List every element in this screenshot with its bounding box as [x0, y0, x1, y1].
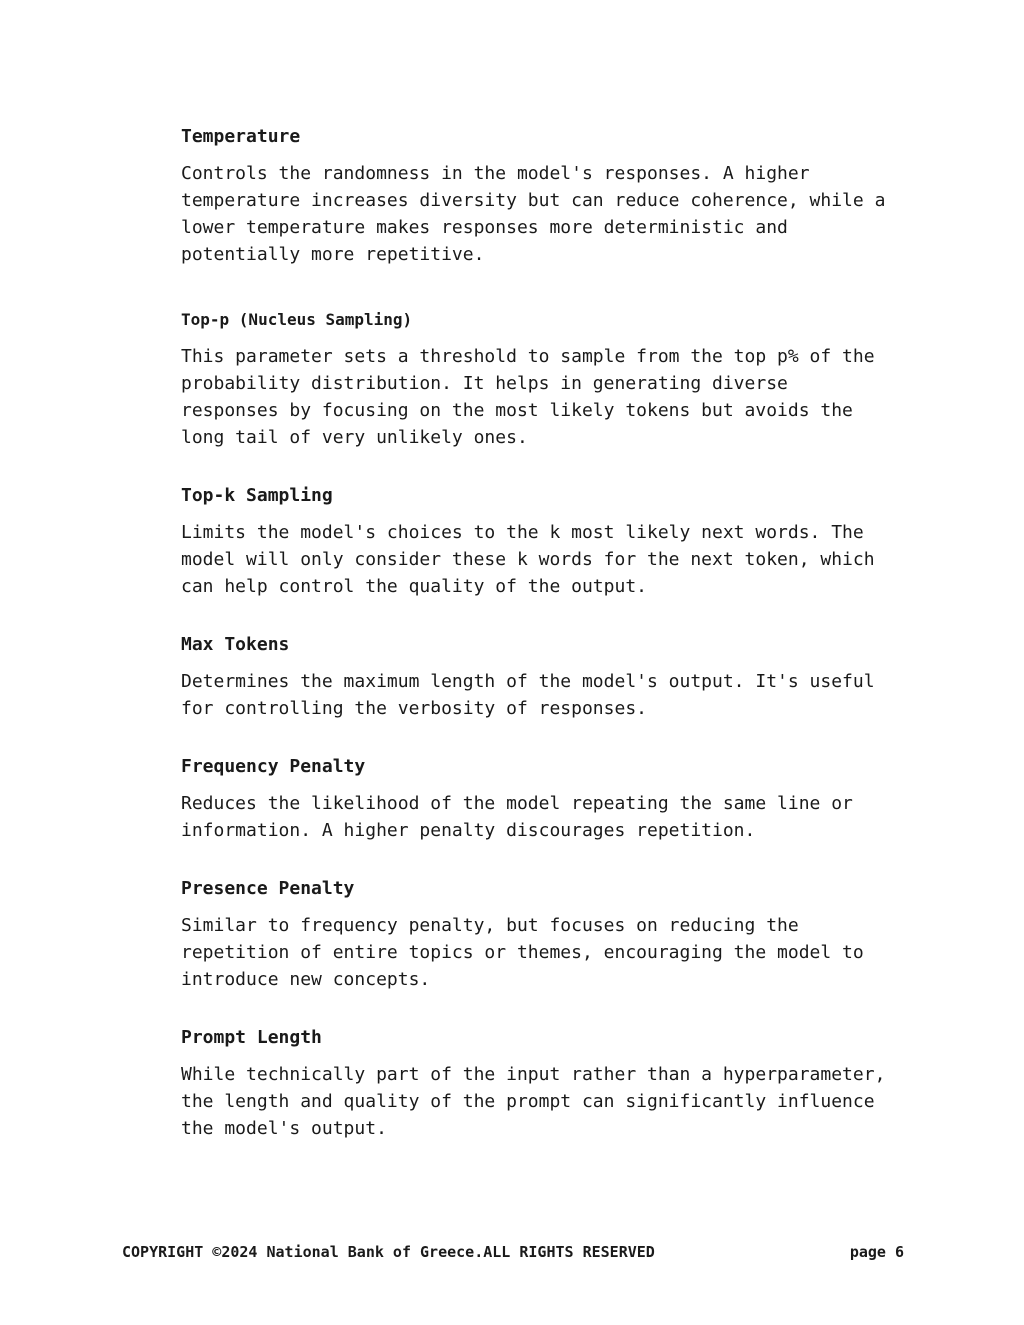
section-heading: Presence Penalty: [181, 878, 355, 899]
page-footer: [122, 1242, 904, 1262]
section-body: Reduces the likelihood of the model repeating the same line or information. A higher penalty discourages repetition.: [181, 793, 853, 841]
section-body: Similar to frequency penalty, but focuses on reducing the repetition of entire topics or themes, encouraging the model to introduce new concepts.: [181, 915, 864, 990]
section-presence-penalty: [181, 877, 911, 993]
section-body: Determines the maximum length of the model's output. It's useful for controlling the verbosity of responses.: [181, 671, 875, 719]
section-top-k: [181, 484, 911, 600]
copyright-notice: COPYRIGHT ©2024 National Bank of Greece.ALL RIGHTS RESERVED: [122, 1243, 655, 1261]
section-temperature: [181, 125, 911, 268]
section-heading: Top-k Sampling: [181, 485, 333, 506]
section-body: Controls the randomness in the model's responses. A higher temperature increases diversity but can reduce coherence, while a lower temperature makes responses more deterministic and potentially more repetitive.: [181, 163, 886, 265]
section-heading: Temperature: [181, 126, 301, 147]
section-top-p: [181, 308, 911, 451]
section-frequency-penalty: [181, 755, 911, 844]
section-body: This parameter sets a threshold to sample from the top p% of the probability distribution. It helps in generating diverse responses by focusing on the most likely tokens but avoids the long tail of very unlikely ones.: [181, 346, 875, 448]
section-prompt-length: [181, 1026, 911, 1142]
section-body: While technically part of the input rather than a hyperparameter, the length and quality of the prompt can significantly influence the model's output.: [181, 1064, 886, 1139]
section-heading: Frequency Penalty: [181, 756, 366, 777]
section-heading: Top-p (Nucleus Sampling): [181, 310, 413, 329]
section-body: Limits the model's choices to the k most likely next words. The model will only consider these k words for the next token, which can help control the quality of the output.: [181, 522, 875, 597]
section-heading: Max Tokens: [181, 634, 290, 655]
page-number: page 6: [849, 1243, 904, 1261]
document-content: [181, 125, 911, 1142]
section-heading: Prompt Length: [181, 1027, 322, 1048]
section-max-tokens: [181, 633, 911, 722]
